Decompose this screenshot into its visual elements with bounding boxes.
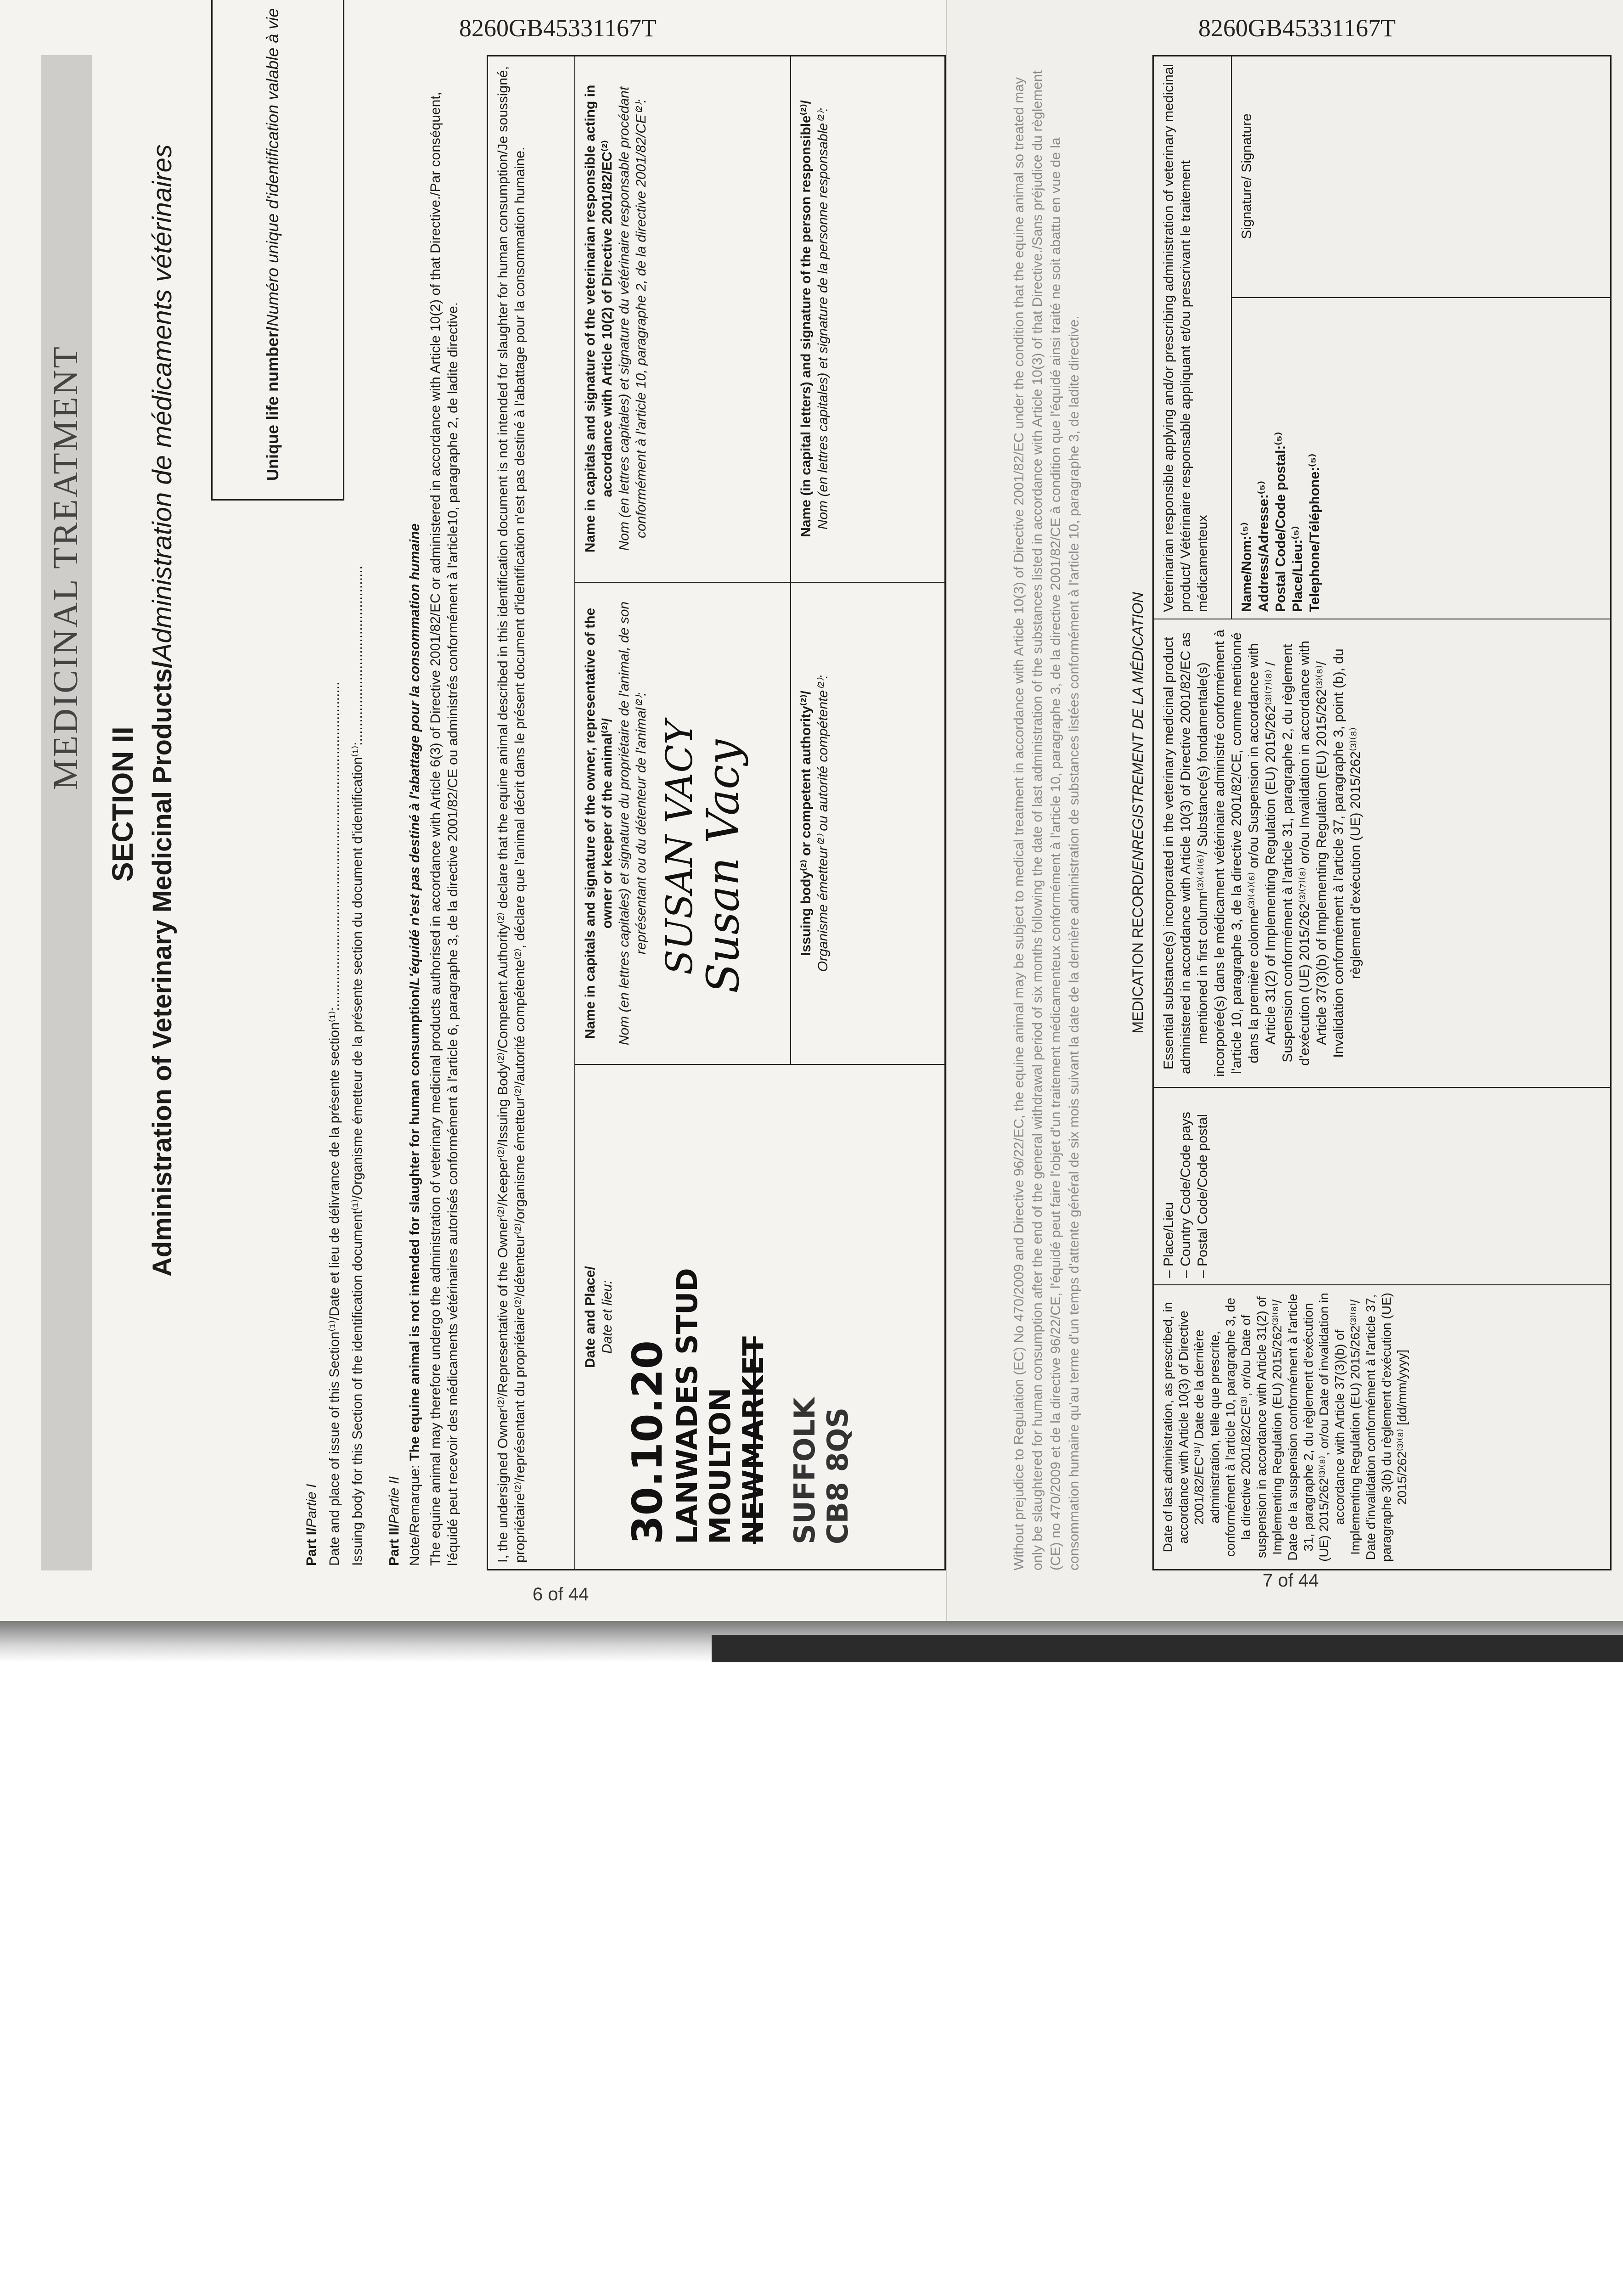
col-veterinarian-fields: Name/Nom:⁽⁵⁾ Address/Adresse:⁽⁵⁾ Postal Code/Code postal:⁽⁵⁾ Place/Lieu:⁽⁵⁾ Telephone/Téléphone:⁽⁵⁾ [1232,297,1611,619]
person-responsible-cell: Name (in capital letters) and signature of the person responsible⁽²⁾/ Nom (en lettres capitales) et signature de la personne responsable⁽²⁾: [798,100,831,537]
col-place-country-postal: – Place/Lieu – Country Code/Code pays – Postal Code/Code postal [1154,1087,1611,1284]
right-page-content [992,55,1616,1570]
vet-signature-cell: Name in capitals and signature of the veterinarian responsible acting in accordance with Article 10(2) of Directive 2001/82/EC⁽²⁾ Nom (en lettres capitales) et signature du vétérinaire responsable procédant conformément à l'article 10, paragraphe 2, de la directive 2001/82/CE⁽²⁾: [575,56,791,582]
stamp-address-line-2: MOULTON [703,1388,737,1544]
part1-heading: Part I/Partie I [304,1484,319,1566]
medicinal-treatment-band [41,55,92,1570]
serial-number-left: 8260GB45331167T [459,14,657,42]
owner-signature: Susan Vacy [697,739,749,993]
band-title: MEDICINAL TREATMENT [46,345,85,790]
date-place-cell: Date and Place/ Date et lieu: 30.10.20 LANWADES STUD MOULTON NEWMARKET SUFFOLK CB8 8QS [575,1064,945,1569]
col-date-last-administration: Date of last administration, as prescribed, in accordance with Article 10(3) of Directive 2001/82/EC⁽³⁾/ Date de la dernière administration, telle que prescrite, conformément à l'article 10, paragraphe 3, de la directive 2001/82/CE⁽³⁾, or/ou Date of suspension in accordance with Article 31(2) of Implementing Regulation (EU) 2015/262⁽³⁾⁽⁸⁾/ Date de la suspension conformément à l'article 31, paragraphe 2, du règlement d'exécution (UE) 2015/262⁽³⁾⁽⁸⁾, or/ou Date of invalidation in accordance with Article 37(3)(b) of Implementing Regulation (EU) 2015/262⁽³⁾⁽⁸⁾/ Date d'invalidation conformément à l'article 37, paragraphe 3(b) du règlement d'exécution (UE) 2015/262⁽³⁾⁽⁸⁾ [dd/mm/yyyy] [1154,1284,1611,1569]
part2-heading: Part II/Partie II [387,1476,402,1566]
col-veterinarian-header: Veterinarian responsible applying and/or prescribing administration of veterinary medicinal product/ Vétérinaire responsable appliquant et/ou prescrivant le traitement médicamenteux [1154,56,1232,619]
page-number-right: 7 of 44 [1263,1570,1319,1591]
owner-signature-cell: Name in capitals and signature of the owner, representative of the owner or keeper of the animal⁽²⁾/ Nom (en lettres capitales) et signature du propriétaire de l'animal, de son représentant ou du détenteur de l'animal⁽²⁾: SUSAN VACY Susan Vacy [575,582,791,1064]
part2-paragraph: The equine animal may therefore undergo the administration of veterinary medicinal products authorised in accordance with Article 6(3) of Directive 2001/82/EC or administered in accordance with Article 10(2) of that Directive./Par conséquent, l'équidé peut recevoir des médicaments vétérinaires autorisés conformément à l'article 6, paragraphe 3, de la directive 2001/82/CE ou administrés conformément à l'article10, paragraphe 2, de ladite directive. [428,92,461,1566]
handwritten-date: 30.10.20 [623,1340,672,1544]
section-title: SECTION II [106,726,139,882]
declaration-text: I, the undersigned Owner⁽²⁾/Representative of the Owner⁽²⁾/Keeper⁽²⁾/Issuing Body⁽²⁾/Competent Authority⁽²⁾ declare that the equine animal described in this identification document is not intended for slaughter for human consumption/Je soussigné, propriétaire⁽²⁾/représentant du propriétaire⁽²⁾/détenteur⁽²⁾/organisme émetteur⁽²⁾/autorité compétente⁽²⁾, déclare que l'animal décrit dans le présent document d'identification n'est pas destiné à l'abattage pour la consommation humaine. [488,56,575,1569]
issuing-body-cell: Issuing body⁽²⁾ or competent authority⁽²⁾/ Organisme émetteur⁽²⁾ ou autorité compétente⁽²⁾: [791,582,945,1064]
stamp-address-line-3: NEWMARKET [736,1336,770,1544]
unique-life-label: Unique life number/Numéro unique d'identification valable à vie [263,8,282,481]
declaration-grid [487,55,946,1570]
stamp-address-line-4: SUFFOLK [788,1397,821,1544]
main-heading: Administration of Veterinary Medicinal Products/Administration de médicaments vétérinaires [147,144,177,1277]
medication-record-table [1152,55,1612,1570]
serial-number-right: 8260GB45331167T [1198,14,1396,42]
scan-binding-shadow [712,1635,1623,1662]
unique-life-number-box [211,0,344,501]
regulation-intro: Without prejudice to Regulation (EC) No 470/2009 and Directive 96/22/EC, the equine animal may be subject to medical treatment in accordance with Article 10(3) of Directive 2001/82/EC under the condition that the equine animal so treated may only be slaughtered for human consumption after the end of the general withdrawal period of six months following the date of last administration of the substances listed in accordance with Article 10(3) of that Directive./Sans préjudice du règlement (CE) no 470/2009 et de la directive 96/22/CE, l'équidé peut faire l'objet d'un traitement médicamenteux conformément à l'article 10, paragraphe 3, de la directive 2001/82/CE à condition que l'équidé ainsi traité ne soit abattu en vue de la consommation humaine qu'au terme d'un temps d'attente général de six mois suivant la date de la dernière administration de substances listées conformément à l'article 10, paragraphe 3, de ladite directive. [1011,70,1082,1570]
col-signature: Signature/ Signature [1239,113,1254,239]
medication-record-title: MEDICATION RECORD/ENREGISTREMENT DE LA MÉDICATION [1129,592,1146,1034]
owner-name-handwritten: SUSAN VACY [658,720,701,975]
part2-note: Note/Remarque: The equine animal is not intended for slaughter for human consumption/L'équidé n'est pas destiné à l'abattage pour la consommation humaine [407,523,422,1566]
stamp-address-line-5: CB8 8QS [821,1407,854,1544]
page-number-left: 6 of 44 [533,1584,589,1604]
col-essential-substances: Essential substance(s) incorporated in the veterinary medicinal product administered in accordance with Article 10(3) of Directive 2001/82/EC as mentioned in first column⁽³⁾⁽⁴⁾⁽⁶⁾/ Substance(s) fondamentale(s) incorporée(s) dans le médicament vétérinaire administré conformément à l'article 10, paragraphe 3, de la directive 2001/82/CE, comme mentionné dans la première colonne⁽³⁾⁽⁴⁾⁽⁶⁾ or/ou Suspension in accordance with Article 31(2) of Implementing Regulation (EU) 2015/262⁽³⁾⁽⁷⁾⁽⁸⁾ / Suspension conformément à l'article 31, paragraphe 2, du règlement d'exécution (UE) 2015/262⁽³⁾⁽⁷⁾⁽⁸⁾ or/ou Invalidation in accordance with Article 37(3)(b) of Implementing Regulation (EU) 2015/262⁽³⁾⁽⁸⁾/ Invalidation conformément à l'article 37, paragraphe 3, point (b), du règlement d'exécution (UE) 2015/262⁽³⁾⁽⁸⁾ [1154,619,1611,1087]
part1-line2: Issuing body for this Section of the identification document⁽¹⁾/Organisme émetteur de la présente section du document d'identification⁽¹⁾:.............................................. [350,566,365,1566]
stamp-address-line-1: LANWADES STUD [670,1268,704,1544]
part1-line1: Date and place of issue of this Section⁽¹⁾/Date et lieu de délivrance de la présente section⁽¹⁾:..................................................................................... [327,681,342,1566]
